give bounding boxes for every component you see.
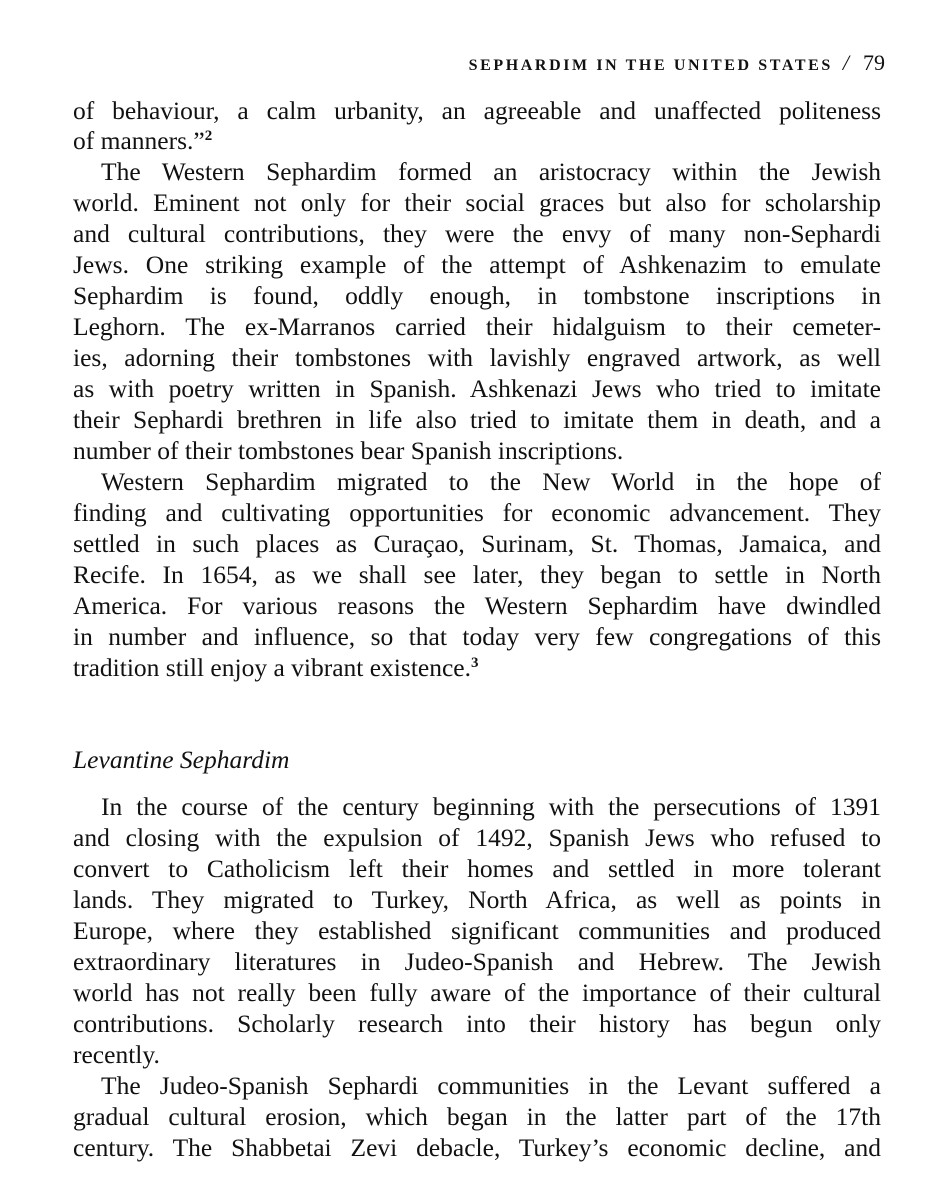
text-line: settled in such places as Curaçao, Surinam, St. Thomas, Jamaica, and [73, 529, 881, 558]
text-line: extraordinary literatures in Judeo-Spanish and Hebrew. The Jewish [73, 947, 881, 976]
section-heading: Levantine Sephardim [73, 745, 290, 774]
text-line: In the course of the century beginning with the persecutions of 1391 [101, 792, 881, 821]
page-number: 79 [863, 50, 885, 75]
text-line: recently. [73, 1040, 160, 1069]
text-line: finding and cultivating opportunities for economic advancement. They [73, 498, 881, 527]
text-line: world. Eminent not only for their social graces but also for scholarship [73, 188, 881, 217]
footnote-ref: 3 [470, 655, 479, 671]
text-line: The Western Sephardim formed an aristocracy within the Jewish [101, 157, 881, 186]
text-line [73, 653, 881, 683]
footnote-ref: 2 [204, 128, 213, 144]
text-line: in number and influence, so that today very few congregations of this [73, 622, 881, 651]
text-line: Western Sephardim migrated to the New World in the hope of [101, 467, 881, 496]
text-line: as with poetry written in Spanish. Ashkenazi Jews who tried to imitate [73, 374, 881, 403]
text-line: The Judeo-Spanish Sephardi communities in the Levant suffered a [101, 1071, 881, 1100]
text-line: convert to Catholicism left their homes and settled in more tolerant [73, 854, 881, 883]
text-line: century. The Shabbetai Zevi debacle, Turkey’s economic decline, and [73, 1133, 881, 1162]
text-line: contributions. Scholarly research into their history has begun only [73, 1009, 881, 1038]
text-line: Jews. One striking example of the attempt of Ashkenazim to emulate [73, 250, 881, 279]
running-head-title: SEPHARDIM IN THE UNITED STATES [468, 57, 833, 74]
text-line: and closing with the expulsion of 1492, Spanish Jews who refused to [73, 823, 881, 852]
running-head [469, 50, 885, 80]
text-line: gradual cultural erosion, which began in the latter part of the 17th [73, 1102, 881, 1131]
text-line-content: tradition still enjoy a vibrant existence. [73, 653, 471, 682]
text-line: Leghorn. The ex-Marranos carried their hidalguism to their cemeter- [73, 312, 881, 341]
text-line: America. For various reasons the Western Sephardim have dwindled [73, 591, 881, 620]
text-line: and cultural contributions, they were the envy of many non-Sephardi [73, 219, 881, 248]
text-line: Sephardim is found, oddly enough, in tombstone inscriptions in [73, 281, 881, 310]
text-line: Europe, where they established significant communities and produced [73, 916, 881, 945]
text-line: number of their tombstones bear Spanish inscriptions. [73, 436, 624, 465]
text-line: world has not really been fully aware of the importance of their cultural [73, 978, 881, 1007]
text-line [73, 126, 881, 156]
text-line: their Sephardi brethren in life also tried to imitate them in death, and a [73, 405, 881, 434]
text-line: of behaviour, a calm urbanity, an agreeable and unaffected politeness [73, 96, 881, 125]
text-line-content: of manners.” [73, 126, 205, 155]
running-head-separator: / [842, 50, 849, 75]
text-line: lands. They migrated to Turkey, North Africa, as well as points in [73, 885, 881, 914]
text-line: Recife. In 1654, as we shall see later, they began to settle in North [73, 560, 881, 589]
text-line: ies, adorning their tombstones with lavishly engraved artwork, as well [73, 343, 881, 372]
